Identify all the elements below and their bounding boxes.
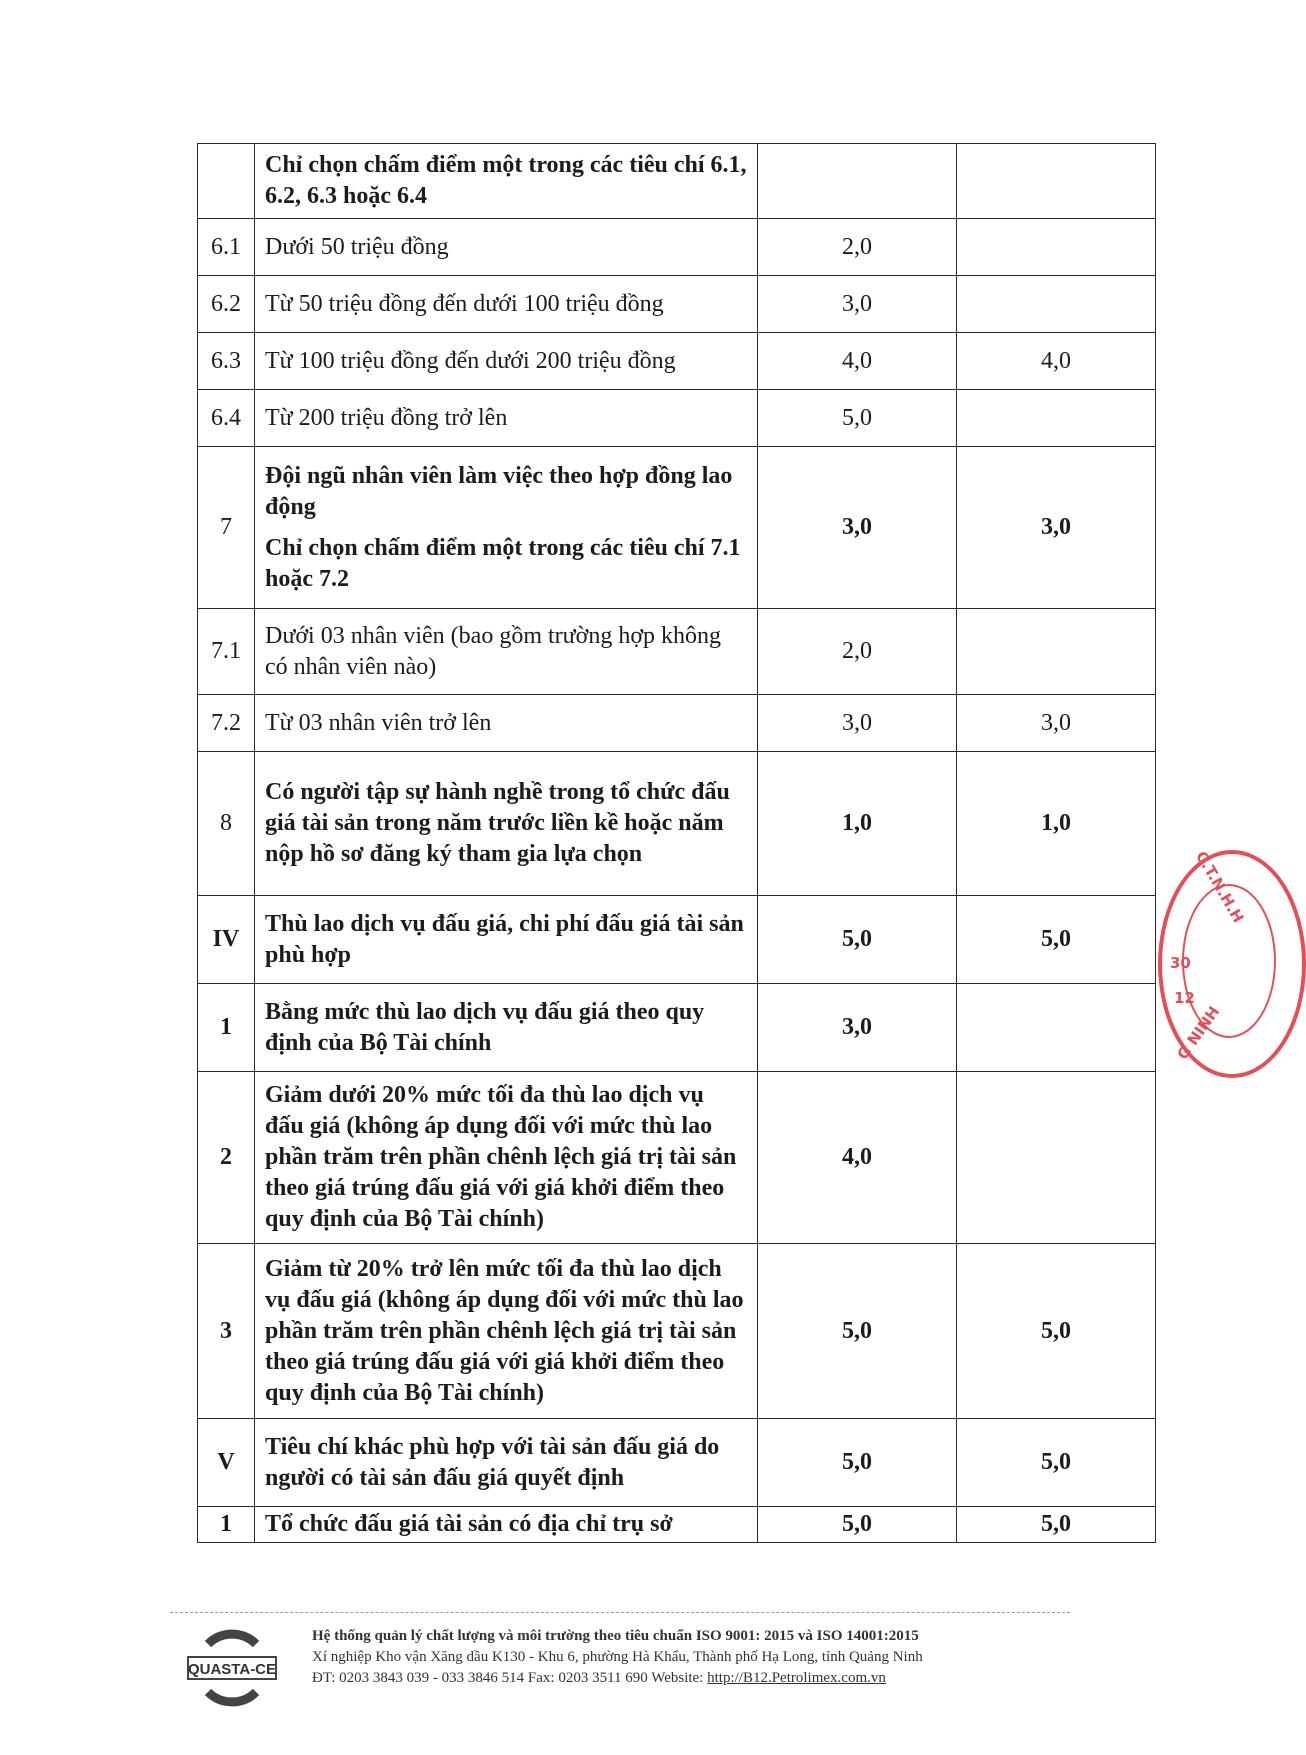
awarded-score (957, 144, 1156, 219)
max-score: 5,0 (758, 896, 957, 984)
table-row (198, 1072, 1156, 1244)
awarded-score (957, 219, 1156, 276)
awarded-score (957, 276, 1156, 333)
awarded-score: 5,0 (957, 1507, 1156, 1543)
table-row (198, 752, 1156, 896)
awarded-score: 3,0 (957, 695, 1156, 752)
awarded-score: 1,0 (957, 752, 1156, 896)
footer (312, 1626, 923, 1689)
awarded-score: 3,0 (957, 447, 1156, 609)
stamp-text: 30 (1170, 954, 1191, 972)
table-row (198, 333, 1156, 390)
criterion-text: Từ 100 triệu đồng đến dưới 200 triệu đồng (255, 333, 758, 390)
awarded-score: 5,0 (957, 1419, 1156, 1507)
max-score: 3,0 (758, 276, 957, 333)
criterion-text: Bằng mức thù lao dịch vụ đấu giá theo quy định của Bộ Tài chính (255, 984, 758, 1072)
row-number: V (198, 1419, 255, 1507)
criterion-text: Giảm dưới 20% mức tối đa thù lao dịch vụ đấu giá (không áp dụng đối với mức thù lao phần trăm trên phần chênh lệch giá trị tài sản theo giá trúng đấu giá với giá khởi điểm theo quy định của Bộ Tài chính) (255, 1072, 758, 1244)
table-row (198, 695, 1156, 752)
max-score: 3,0 (758, 984, 957, 1072)
max-score: 2,0 (758, 609, 957, 695)
awarded-score: 4,0 (957, 333, 1156, 390)
row-number: 7.1 (198, 609, 255, 695)
awarded-score (957, 609, 1156, 695)
awarded-score: 5,0 (957, 1244, 1156, 1419)
criterion-cell (255, 447, 758, 609)
max-score (758, 144, 957, 219)
footer-contact-text: ĐT: 0203 3843 039 - 033 3846 514 Fax: 0203 3511 690 Website: (312, 1670, 708, 1686)
logo-text: QUASTA-CE (187, 1661, 277, 1678)
awarded-score (957, 390, 1156, 447)
criterion-text: Đội ngũ nhân viên làm việc theo hợp đồng lao động (265, 462, 733, 520)
company-stamp (1158, 850, 1306, 1078)
row-number: 2 (198, 1072, 255, 1244)
max-score: 1,0 (758, 752, 957, 896)
max-score: 5,0 (758, 1244, 957, 1419)
stamp-text: C.T.N.H.H (1192, 848, 1248, 926)
max-score: 3,0 (758, 695, 957, 752)
criterion-text: Tổ chức đấu giá tài sản có địa chỉ trụ sở (255, 1507, 758, 1543)
table-row (198, 1244, 1156, 1419)
row-number: 8 (198, 752, 255, 896)
criterion-text: Có người tập sự hành nghề trong tổ chức đấu giá tài sản trong năm trước liền kề hoặc năm nộp hồ sơ đăng ký tham gia lựa chọn (255, 752, 758, 896)
criterion-text: Giảm từ 20% trở lên mức tối đa thù lao dịch vụ đấu giá (không áp dụng đối với mức thù lao phần trăm trên phần chênh lệch giá trị tài sản theo giá trúng đấu giá với giá khởi điểm theo quy định của Bộ Tài chính) (255, 1244, 758, 1419)
table-row (198, 219, 1156, 276)
table-row (198, 144, 1156, 219)
table-row (198, 1419, 1156, 1507)
row-number (198, 144, 255, 219)
footer-divider (170, 1612, 1070, 1613)
max-score: 4,0 (758, 1072, 957, 1244)
criterion-text: Dưới 03 nhân viên (bao gồm trường hợp không có nhân viên nào) (255, 609, 758, 695)
row-number: 1 (198, 984, 255, 1072)
website-link[interactable]: http://B12.Petrolimex.com.vn (707, 1670, 886, 1686)
table-row (198, 1507, 1156, 1543)
max-score: 3,0 (758, 447, 957, 609)
table-row (198, 984, 1156, 1072)
criterion-text: Từ 50 triệu đồng đến dưới 100 triệu đồng (255, 276, 758, 333)
criterion-text: Chỉ chọn chấm điểm một trong các tiêu chí 6.1, 6.2, 6.3 hoặc 6.4 (255, 144, 758, 219)
row-number: IV (198, 896, 255, 984)
max-score: 5,0 (758, 1419, 957, 1507)
criterion-text: Thù lao dịch vụ đấu giá, chi phí đấu giá tài sản phù hợp (255, 896, 758, 984)
footer-contact-line (312, 1668, 923, 1689)
footer-iso-line: Hệ thống quản lý chất lượng và môi trường theo tiêu chuẩn ISO 9001: 2015 và ISO 14001:2015 (312, 1628, 919, 1644)
criteria-table (197, 143, 1156, 1543)
row-number: 3 (198, 1244, 255, 1419)
row-number: 6.2 (198, 276, 255, 333)
stamp-text: G NINH (1173, 1002, 1224, 1064)
awarded-score (957, 984, 1156, 1072)
criterion-text: Từ 03 nhân viên trở lên (255, 695, 758, 752)
awarded-score: 5,0 (957, 896, 1156, 984)
quasta-logo (186, 1622, 278, 1714)
row-number: 6.3 (198, 333, 255, 390)
row-number: 6.1 (198, 219, 255, 276)
table-row (198, 276, 1156, 333)
table-row (198, 896, 1156, 984)
row-number: 7.2 (198, 695, 255, 752)
max-score: 5,0 (758, 390, 957, 447)
max-score: 2,0 (758, 219, 957, 276)
table-row (198, 390, 1156, 447)
table-row (198, 609, 1156, 695)
criterion-text: Dưới 50 triệu đồng (255, 219, 758, 276)
table-row (198, 447, 1156, 609)
footer-address-line: Xí nghiệp Kho vận Xăng dầu K130 - Khu 6, phường Hà Khẩu, Thành phố Hạ Long, tỉnh Quảng Ninh (312, 1649, 923, 1665)
max-score: 5,0 (758, 1507, 957, 1543)
criterion-text: Từ 200 triệu đồng trở lên (255, 390, 758, 447)
criterion-text: Tiêu chí khác phù hợp với tài sản đấu giá do người có tài sản đấu giá quyết định (255, 1419, 758, 1507)
row-number: 6.4 (198, 390, 255, 447)
row-number: 7 (198, 447, 255, 609)
row-number: 1 (198, 1507, 255, 1543)
stamp-text: 12 (1174, 989, 1195, 1007)
max-score: 4,0 (758, 333, 957, 390)
criterion-note: Chỉ chọn chấm điểm một trong các tiêu chí 7.1 hoặc 7.2 (265, 534, 741, 592)
awarded-score (957, 1072, 1156, 1244)
